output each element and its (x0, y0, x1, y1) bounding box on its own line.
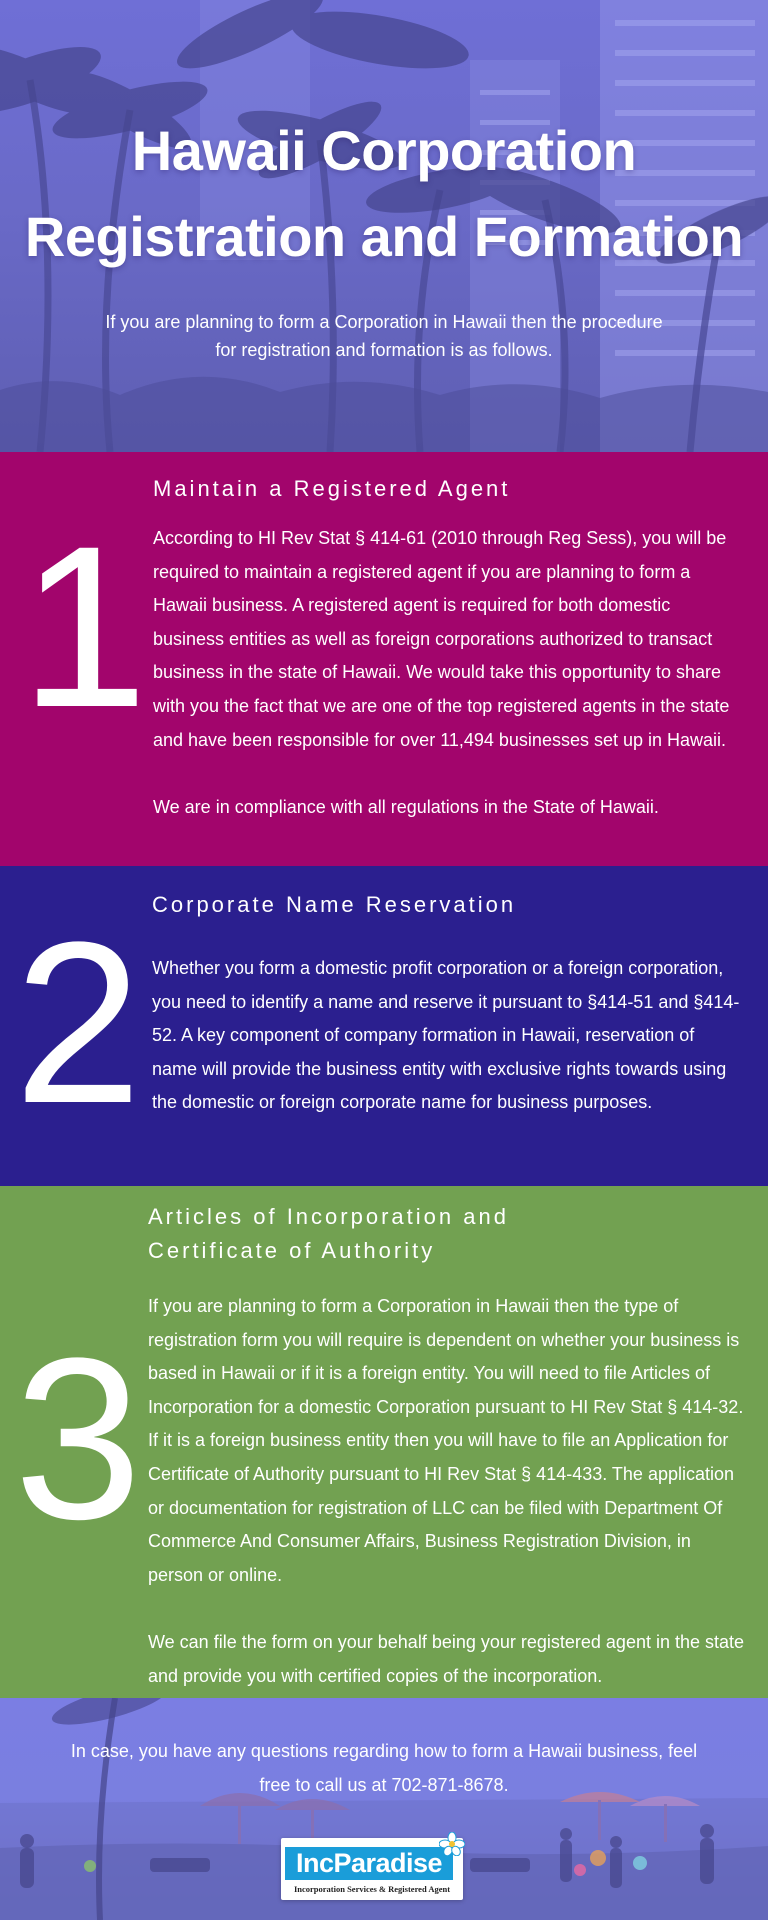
step-1-paragraph: According to HI Rev Stat § 414-61 (2010 through Reg Sess), you will be required to maintain a registered agent if you are planning to form a Hawaii business. A registered agent is required for both domestic business entities as well as foreign corporations authorized to transact business in the state of Hawaii. We would take this opportunity to share with you the fact that we are one of the top registered agents in the state and have been responsible for over 11,494 businesses set up in Hawaii. (153, 528, 730, 750)
step-1-paragraph: We are in compliance with all regulations in the State of Hawaii. (153, 796, 659, 817)
step-3-title (148, 1200, 568, 1268)
page-title-line2: Registration and Formation (24, 205, 744, 268)
flower-icon (439, 1832, 465, 1856)
footer-banner (0, 1698, 768, 1920)
incparadise-logo[interactable] (281, 1838, 463, 1900)
intro-text: If you are planning to form a Corporation in Hawaii then the procedure for registration and formation is as follows. (105, 312, 663, 360)
contact-text: In case, you have any questions regarding how to form a Hawaii business, feel free to call us at 702-871-8678. (70, 1741, 698, 1795)
step-2-paragraph: Whether you form a domestic profit corporation or a foreign corporation, you need to identify a name and reserve it pursuant to §414-51 and §414-52. A key component of company formation in Hawaii, reservation of name will provide the business entity with exclusive rights towards using the domestic or foreign corporate name for business purposes. (152, 958, 740, 1113)
step-1-number: 1 (20, 498, 148, 755)
step-2-title: Corporate Name Reservation (152, 892, 517, 917)
page-title-line1: Hawaii Corporation (131, 119, 637, 182)
step-3-section (0, 1186, 768, 1698)
step-3-title-line1: Articles of Incorporation and (148, 1204, 509, 1229)
step-1-section (0, 452, 768, 866)
step-1-body (153, 522, 745, 824)
hero-banner (0, 0, 768, 452)
step-3-body (148, 1290, 748, 1693)
step-3-title-line2: Certificate of Authority (148, 1238, 436, 1263)
step-2-number: 2 (14, 894, 142, 1151)
step-2-body (152, 952, 744, 1120)
step-2-section (0, 866, 768, 1186)
logo-tagline: Incorporation Services & Registered Agent (293, 1884, 451, 1894)
step-3-paragraph: If you are planning to form a Corporation in Hawaii then the type of registration form you will require is dependent on whether your business is based in Hawaii or if it is a foreign entity. You will need to file Articles of Incorporation for a domestic Corporation pursuant to HI Rev Stat § 414-32. If it is a foreign business entity then you will have to file an Application for Certificate of Authority pursuant to HI Rev Stat § 414-433. The application or documentation for registration of LLC can be filed with Department Of Commerce And Consumer Affairs, Business Registration Division, in person or online. (148, 1296, 744, 1585)
step-3-number: 3 (14, 1310, 142, 1567)
page-title (0, 108, 768, 280)
step-3-paragraph: We can file the form on your behalf being your registered agent in the state and provide you with certified copies of the incorporation. (148, 1631, 745, 1686)
logo-name: IncParadise (285, 1847, 453, 1880)
step-1-title: Maintain a Registered Agent (153, 476, 511, 501)
